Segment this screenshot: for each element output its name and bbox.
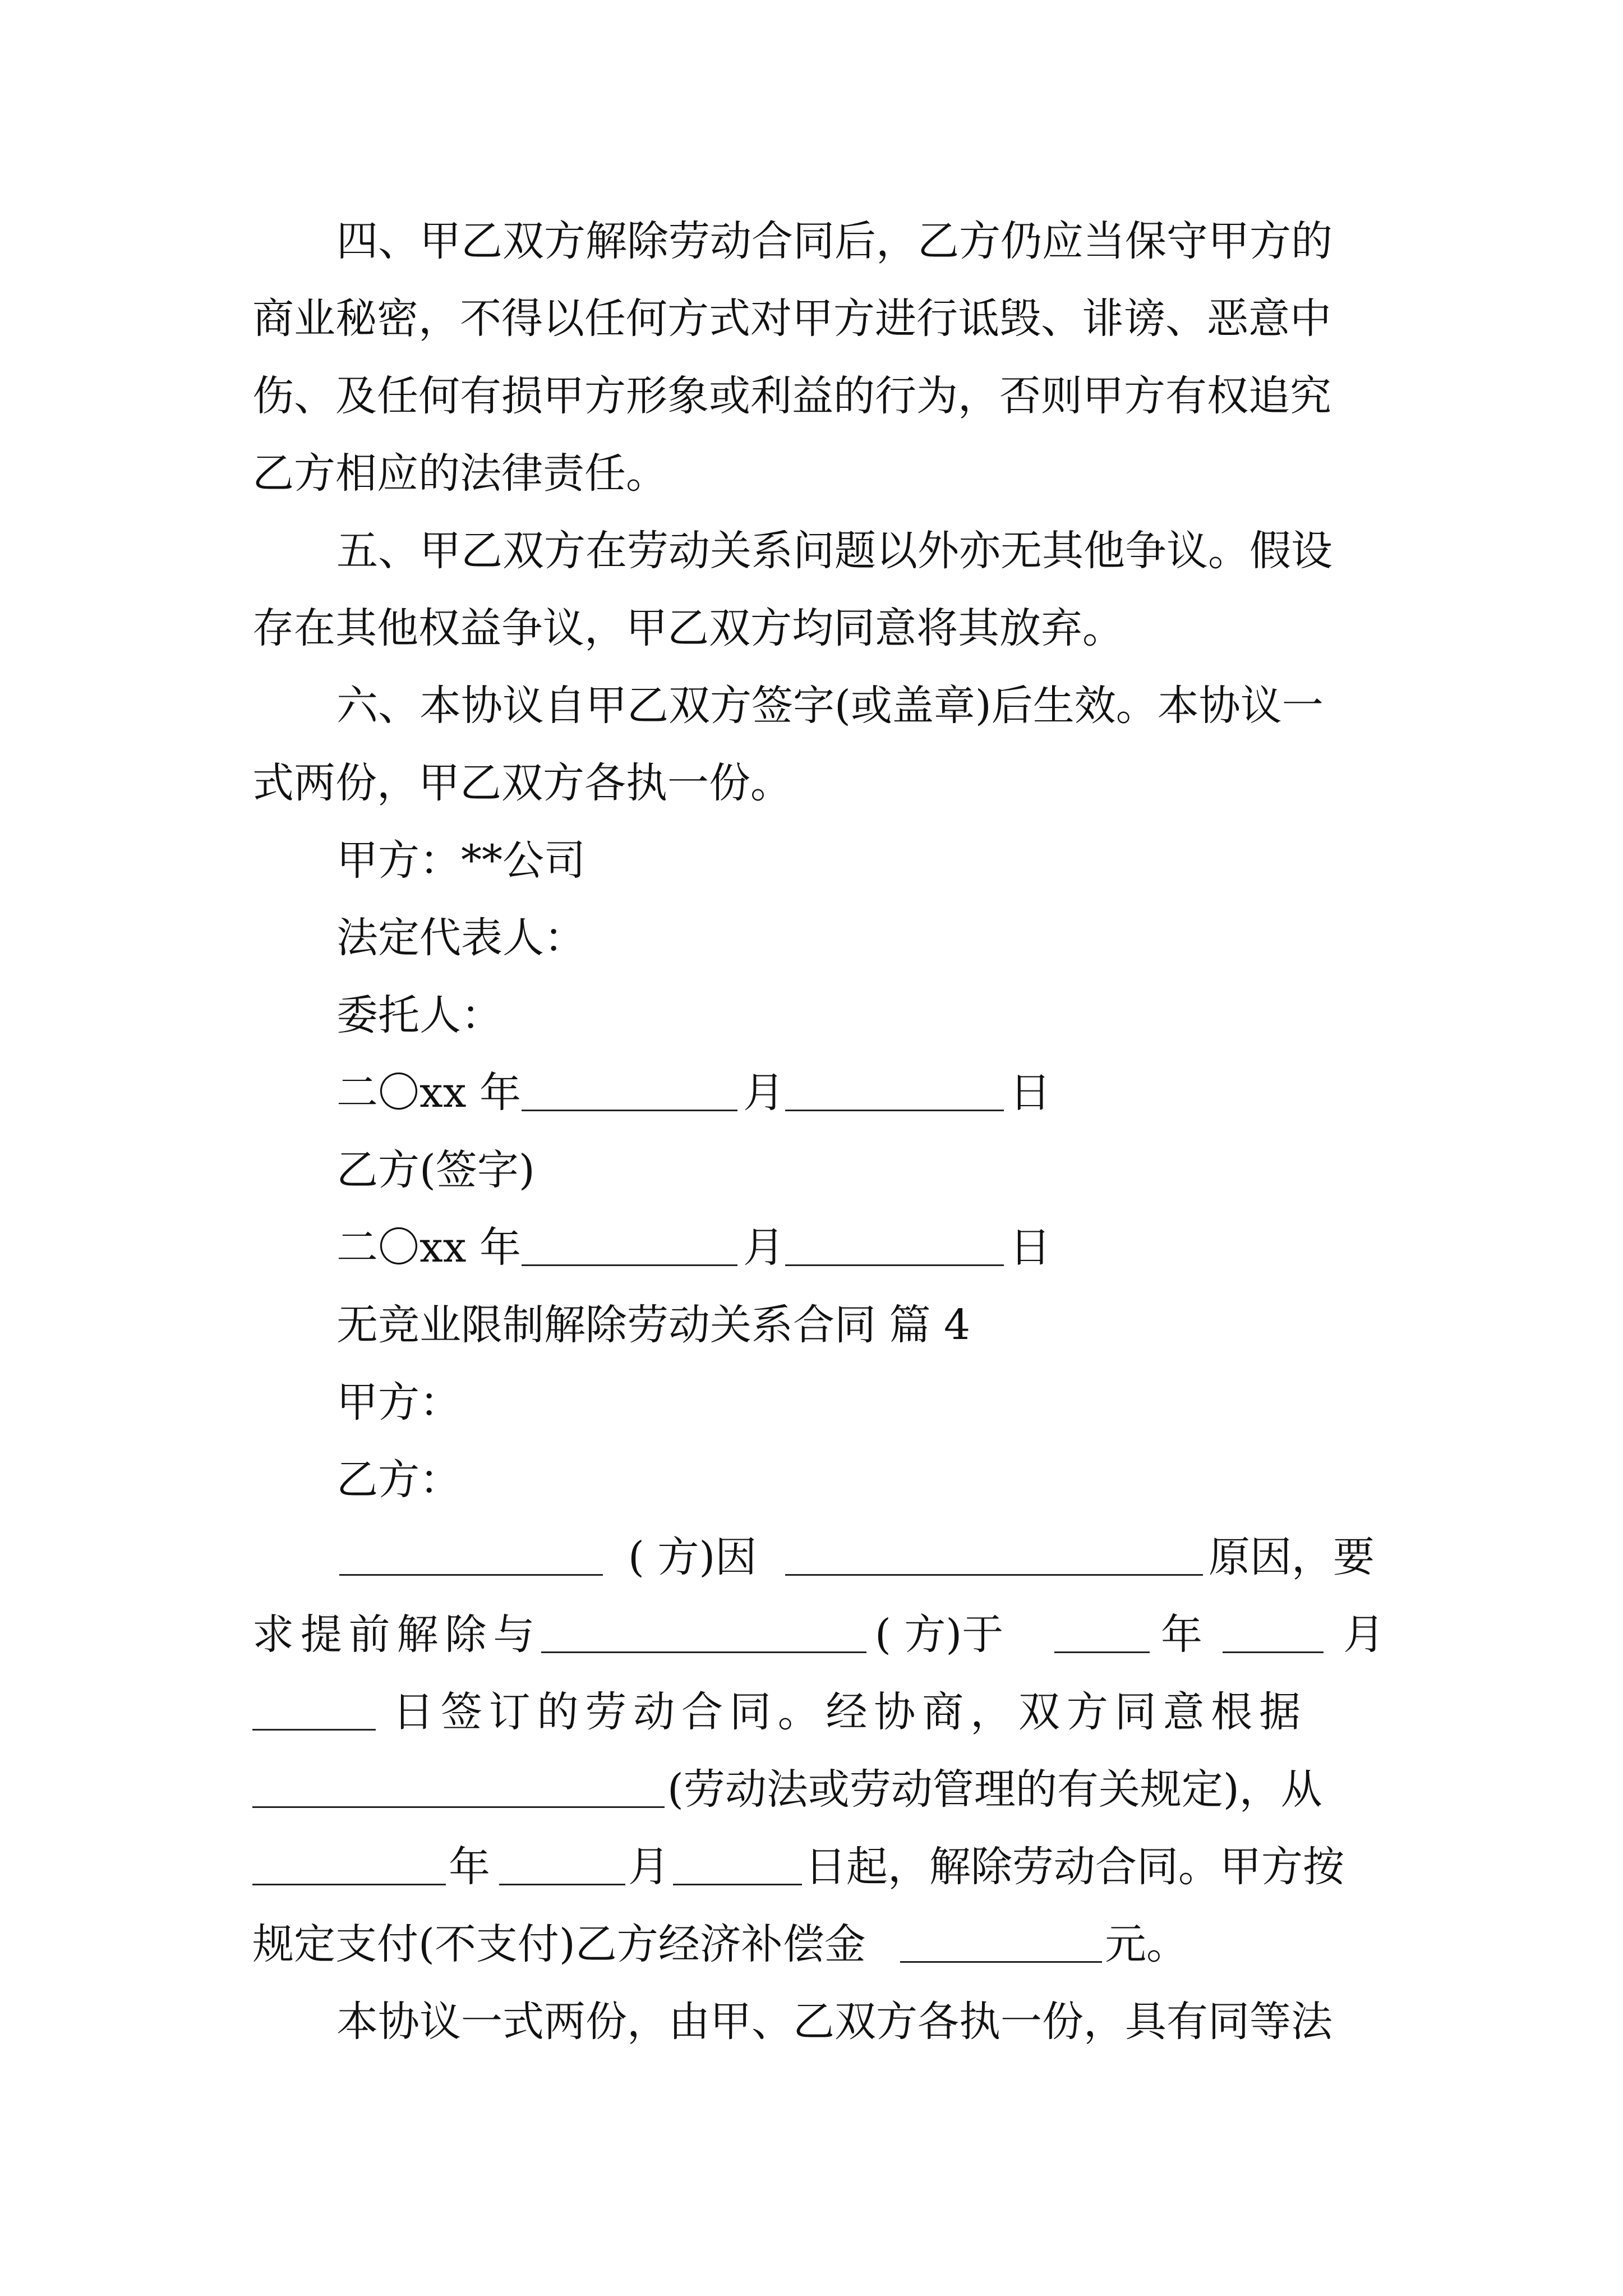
year-blank: [522, 1264, 737, 1266]
party-b-label: 乙方：: [336, 1456, 461, 1504]
body-line-3: 日签订的劳动合同。经协商，双方同意根据: [0, 1684, 1623, 1740]
party-b-signature: 乙方(签字): [336, 1146, 535, 1194]
month-blank: [1223, 1651, 1324, 1653]
party-a-company: 甲方：**公司: [336, 836, 585, 885]
day-blank: [673, 1884, 802, 1885]
year-blank: [522, 1110, 737, 1111]
year-blank: [252, 1884, 446, 1885]
para4-line-2: 商业秘密，不得以任何方式对甲方进行诋毁、诽谤、恶意中: [252, 295, 1331, 343]
para5-line-1: 五、甲乙双方在劳动关系问题以外亦无其他争议。假设: [336, 527, 1332, 575]
section-title: 无竞业限制解除劳动关系合同 篇 4: [336, 1301, 971, 1349]
basis-blank: [252, 1806, 665, 1808]
day-blank: [252, 1729, 376, 1731]
para6-line-1: 六、本协议自甲乙双方签字(或盖章)后生效。本协议一: [336, 682, 1324, 730]
closing-line: 本协议一式两份，由甲、乙双方各执一份，具有同等法: [336, 1998, 1332, 2046]
year-blank: [1054, 1651, 1150, 1653]
body-line-5: 年 月 日起，解除劳动合同。甲方按: [0, 1839, 1623, 1895]
body-line-6: 规定支付(不支付)乙方经济补偿金 元。: [252, 1920, 1188, 1968]
party-blank: [339, 1574, 603, 1576]
month-blank: [499, 1884, 625, 1885]
date-line-party-b: 二〇xx 年 月 日: [336, 1223, 1051, 1272]
month-blank: [785, 1110, 1004, 1111]
date-line-party-a: 二〇xx 年 月 日: [336, 1069, 1051, 1117]
body-line-4: (劳动法或劳动管理的有关规定)，从: [0, 1761, 1623, 1818]
para6-line-2: 式两份，甲乙双方各执一份。: [252, 759, 792, 807]
body-line-1: ( 方)因 原因，要: [0, 1529, 1623, 1585]
agent: 委托人：: [336, 991, 502, 1039]
para5-line-2: 存在其他权益争议，甲乙双方均同意将其放弃。: [252, 604, 1124, 652]
month-blank: [785, 1264, 1004, 1266]
party-a-label: 甲方：: [336, 1378, 461, 1427]
para4-line-4: 乙方相应的法律责任。: [252, 449, 667, 498]
legal-representative: 法定代表人：: [336, 914, 585, 962]
body-line-2: 求提前解除与 ( 方)于 年 月: [252, 1611, 1385, 1659]
amount-blank: [900, 1961, 1102, 1963]
para4-line-1: 四、甲乙双方解除劳动合同后，乙方仍应当保守甲方的: [336, 217, 1332, 265]
reason-blank: [785, 1574, 1203, 1576]
counterparty-blank: [541, 1651, 866, 1653]
para4-line-3: 伤、及任何有损甲方形象或利益的行为，否则甲方有权追究: [252, 372, 1331, 420]
